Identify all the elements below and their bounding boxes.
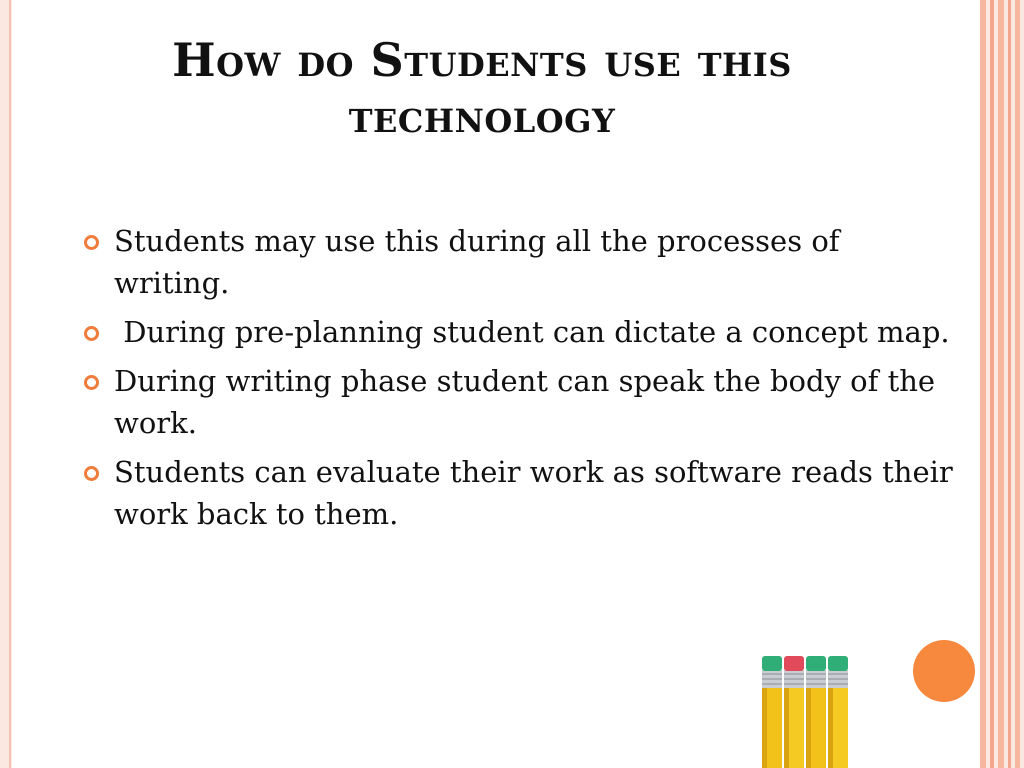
pencil-icon — [762, 656, 782, 768]
bullet-circle-icon — [84, 466, 99, 481]
bullet-item — [84, 451, 954, 535]
pencil-icon — [828, 656, 848, 768]
bullet-item — [84, 311, 954, 353]
pencils-image — [756, 650, 860, 768]
decorative-stripe — [990, 0, 994, 768]
pencil-icon — [806, 656, 826, 768]
bullet-text: Students may use this during all the processes of writing. — [114, 224, 840, 300]
bullet-text: Students can evaluate their work as software reads their work back to them. — [114, 455, 953, 531]
orange-circle-decoration — [913, 640, 975, 702]
bullet-circle-icon — [84, 326, 99, 341]
decorative-stripe — [1015, 0, 1020, 768]
bullet-circle-icon — [84, 235, 99, 250]
bullet-item — [84, 360, 954, 444]
decorative-stripe — [998, 0, 1004, 768]
bullet-list — [84, 220, 954, 542]
pencil-icon — [784, 656, 804, 768]
slide-title: How do Students use this technology — [172, 33, 792, 143]
bullet-circle-icon — [84, 375, 99, 390]
decorative-stripe — [980, 0, 986, 768]
bullet-item — [84, 220, 954, 304]
bullet-text: During writing phase student can speak the body of the work. — [114, 364, 936, 440]
decorative-stripe — [1008, 0, 1011, 768]
bullet-text: During pre-planning student can dictate a concept map. — [114, 315, 950, 349]
left-border-line — [9, 0, 11, 768]
